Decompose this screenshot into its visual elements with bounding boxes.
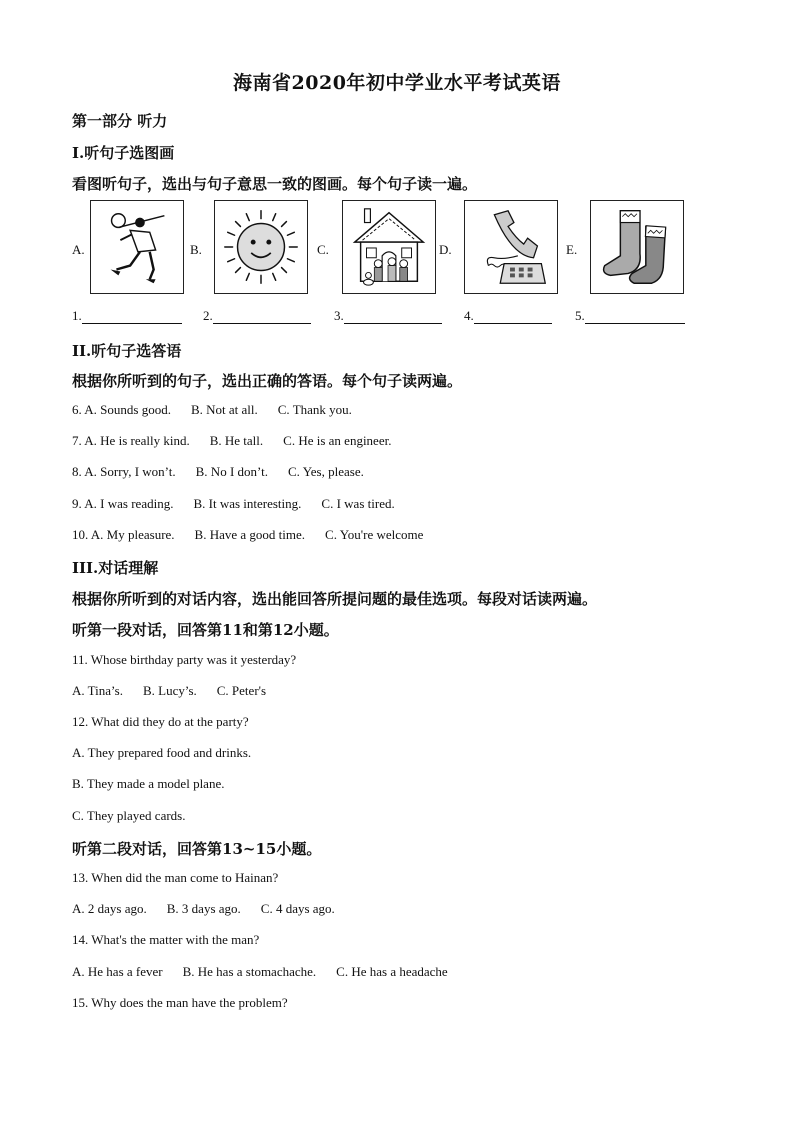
smiling-sun-icon xyxy=(214,200,308,294)
question-13: 13. When did the man come to Hainan? xyxy=(72,870,279,885)
part-heading: 第一部分 听力 xyxy=(72,112,168,130)
picture-options xyxy=(72,200,712,296)
socks-icon xyxy=(590,200,684,294)
telephone-icon xyxy=(464,200,558,294)
family-house-icon xyxy=(342,200,436,294)
question-12-option-c: C. They played cards. xyxy=(72,808,186,823)
section-1-heading: I.听句子选图画 xyxy=(72,144,175,162)
section-2-instruction: 根据你所听到的句子，选出正确的答语。每个句子读两遍。 xyxy=(72,372,463,390)
question-12-option-b: B. They made a model plane. xyxy=(72,776,225,791)
dialogue-2-heading: 听第二段对话，回答第13~15小题。 xyxy=(72,840,322,858)
option-label-e: E. xyxy=(566,242,578,257)
option-label-c: C. xyxy=(317,242,329,257)
option-label-b: B. xyxy=(190,242,202,257)
dialogue-1-heading: 听第一段对话，回答第11和第12小题。 xyxy=(72,621,339,639)
question-12-option-a: A. They prepared food and drinks. xyxy=(72,745,252,760)
question-11-options: A. Tina’s. B. Lucy’s. C. Peter's xyxy=(72,683,267,698)
question-8: 8. A. Sorry, I won’t. B. No I don’t. C. Yes, please. xyxy=(72,464,364,479)
answer-blanks xyxy=(72,308,712,328)
question-12: 12. What did they do at the party? xyxy=(72,714,249,729)
question-11: 11. Whose birthday party was it yesterday? xyxy=(72,652,297,667)
answer-blank-4[interactable]: 4. xyxy=(464,308,552,324)
page-title: 海南省2020年初中学业水平考试英语 xyxy=(233,72,561,94)
question-7: 7. A. He is really kind. B. He tall. C. He is an engineer. xyxy=(72,433,392,448)
question-15: 15. Why does the man have the problem? xyxy=(72,995,288,1010)
section-3-heading: III.对话理解 xyxy=(72,559,159,577)
question-14-options: A. He has a fever B. He has a stomachache. C. He has a headache xyxy=(72,964,448,979)
question-6: 6. A. Sounds good. B. Not at all. C. Thank you. xyxy=(72,402,352,417)
answer-blank-5[interactable]: 5. xyxy=(575,308,685,324)
option-label-d: D. xyxy=(439,242,452,257)
question-14: 14. What's the matter with the man? xyxy=(72,932,260,947)
basketball-player-icon xyxy=(90,200,184,294)
answer-blank-3[interactable]: 3. xyxy=(334,308,442,324)
option-label-a: A. xyxy=(72,242,85,257)
section-2-heading: II.听句子选答语 xyxy=(72,342,182,360)
answer-blank-1[interactable]: 1. xyxy=(72,308,182,324)
question-13-options: A. 2 days ago. B. 3 days ago. C. 4 days ago. xyxy=(72,901,335,916)
question-10: 10. A. My pleasure. B. Have a good time. C. You're welcome xyxy=(72,527,424,542)
section-1-instruction: 看图听句子，选出与句子意思一致的图画。每个句子读一遍。 xyxy=(72,175,478,193)
section-3-instruction: 根据你所听到的对话内容，选出能回答所提问题的最佳选项。每段对话读两遍。 xyxy=(72,590,598,608)
answer-blank-2[interactable]: 2. xyxy=(203,308,311,324)
question-9: 9. A. I was reading. B. It was interesting. C. I was tired. xyxy=(72,496,395,511)
